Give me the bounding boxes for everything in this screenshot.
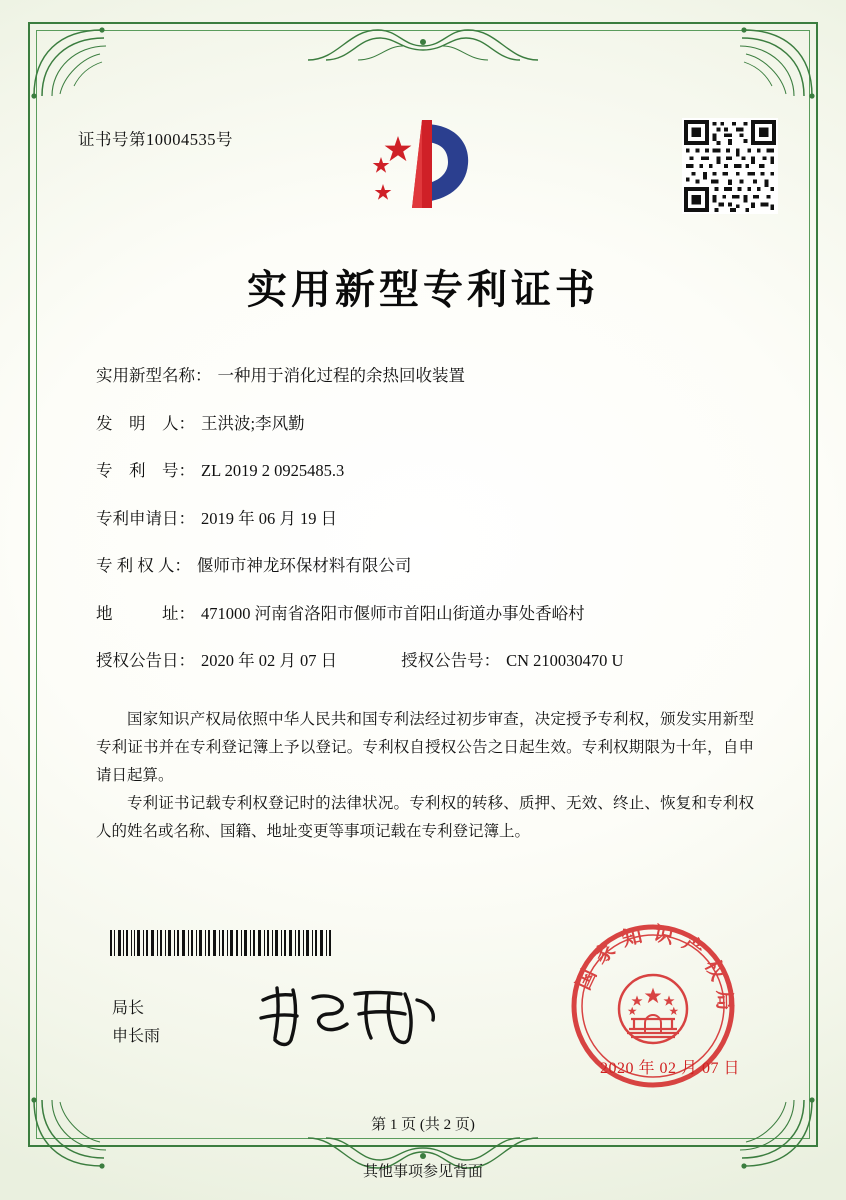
field-application-date <box>96 505 756 529</box>
field-value: 一种用于消化过程的余热回收装置 <box>217 366 465 385</box>
field-label: 专利申请日： <box>96 508 195 528</box>
barcode-icon <box>110 930 332 956</box>
director-name: 申长雨 <box>112 1028 161 1045</box>
field-label-grant-number: 授权公告号： <box>401 651 501 670</box>
qr-code-icon <box>682 118 778 214</box>
back-side-note: 其他事项参见背面 <box>362 1164 483 1180</box>
field-value: ZL 2019 2 0925485.3 <box>201 461 345 480</box>
field-label: 地 址： <box>96 603 195 623</box>
field-label: 发 明 人： <box>96 413 195 433</box>
ornament-top <box>298 20 548 64</box>
seal-date: 2020 年 02 月 07 日 <box>599 1060 740 1077</box>
field-inventor <box>96 410 756 434</box>
field-label: 专 利 号： <box>96 461 195 480</box>
body-paragraph-1: 国家知识产权局依照中华人民共和国专利法经过初步审查，决定授予专利权，颁发实用新型专利证书并在专利登记簿上予以登记。专利权自授权公告之日起生效。专利权期限为十年，自申请日起算。 <box>96 711 754 784</box>
field-address <box>96 600 756 624</box>
field-value: 王洪波;李风勤 <box>201 413 305 433</box>
certificate-number: 证书号第10004535号 <box>78 130 233 149</box>
field-value: 偃师市神龙环保材料有限公司 <box>196 556 412 575</box>
handwritten-signature-icon <box>255 980 445 1050</box>
field-value-grant-number: CN 210030470 U <box>506 651 624 670</box>
page-title: 实用新型专利证书 <box>247 266 599 313</box>
signature-block <box>112 995 160 1051</box>
cnipa-logo-icon <box>358 112 478 222</box>
field-value: 471000 河南省洛阳市偃师市首阳山街道办事处香峪村 <box>201 603 585 623</box>
field-label: 专 利 权 人： <box>96 556 191 575</box>
page-number: 第 1 页 (共 2 页) <box>371 1117 475 1133</box>
field-label-grant-date: 授权公告日： <box>96 651 195 670</box>
field-value-grant-date: 2020 年 02 月 07 日 <box>201 651 338 670</box>
field-utility-model-name <box>96 362 756 386</box>
field-grant-announcement <box>96 647 756 671</box>
body-text <box>96 706 754 846</box>
field-patentee <box>96 552 756 576</box>
field-list <box>96 362 756 695</box>
body-paragraph-2: 专利证书记载专利权登记时的法律状况。专利权的转移、质押、无效、终止、恢复和专利权人的姓名或名称、国籍、地址变更等事项记载在专利登记簿上。 <box>96 795 754 840</box>
field-label: 实用新型名称： <box>96 366 212 385</box>
director-title: 局长 <box>112 1000 145 1017</box>
svg-text:国家知识产权局: 国家知识产权局 <box>570 920 738 1020</box>
field-value: 2019 年 06 月 19 日 <box>201 508 338 528</box>
field-patent-number <box>96 457 756 481</box>
